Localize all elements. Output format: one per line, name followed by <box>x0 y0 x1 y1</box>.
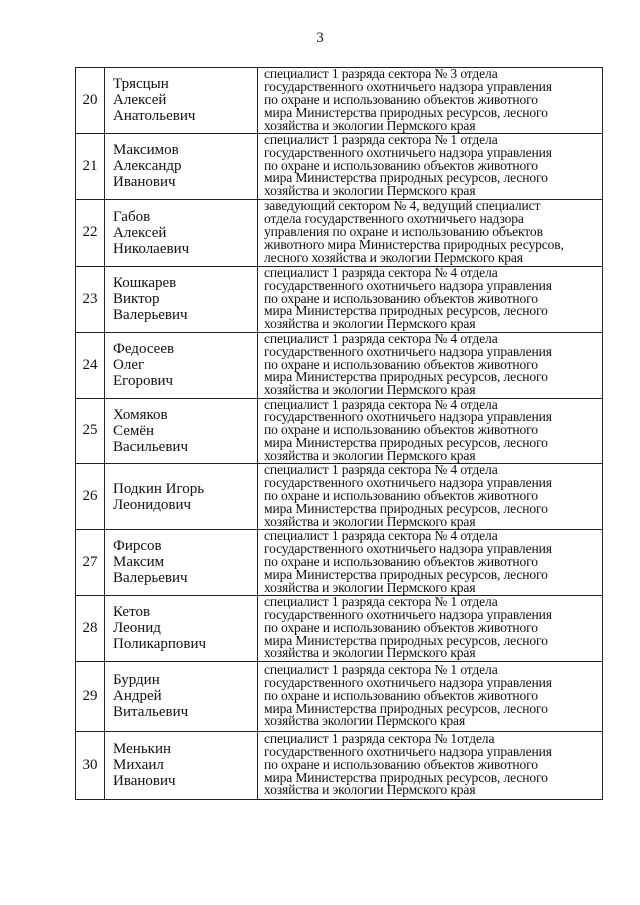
employee-position <box>258 530 603 596</box>
employee-position-line: лесного хозяйства и экологии Пермского края <box>264 249 523 265</box>
employee-position-line: специалист 1 разряда сектора № 4 отдела <box>264 396 498 412</box>
employee-name-line: Иванович <box>113 773 176 790</box>
employee-position <box>258 199 603 266</box>
employee-name <box>105 199 258 266</box>
table-row <box>76 464 603 530</box>
employee-position-line: государственного охотничьего надзора управления <box>264 606 552 622</box>
employee-position-line: хозяйства и экологии Пермского края <box>264 316 476 332</box>
employee-position-line: заведующий сектором № 4, ведущий специалист <box>264 198 541 214</box>
employee-position-line: по охране и использованию объектов животного <box>264 619 538 635</box>
employee-name-line: Подкин Игорь <box>113 480 205 497</box>
row-number: 28 <box>76 595 105 661</box>
employee-position-line: государственного охотничьего надзора управления <box>264 475 552 491</box>
employee-position-line: специалист 1 разряда сектора № 1 отдела <box>264 661 498 677</box>
employee-position-line: мира Министерства природных ресурсов, лесного <box>264 170 548 186</box>
employee-position-line: по охране и использованию объектов животного <box>264 157 538 173</box>
row-number: 26 <box>76 464 105 530</box>
employee-position-line: государственного охотничьего надзора управления <box>264 540 552 556</box>
employee-name-line: Алексей <box>113 224 167 241</box>
employee-name <box>105 731 258 799</box>
table-row <box>76 199 603 266</box>
employee-position-line: хозяйства и экологии Пермского края <box>264 448 476 464</box>
employee-name-line: Кетов <box>113 604 151 621</box>
employee-name-line: Васильевич <box>113 438 188 455</box>
employee-position <box>258 595 603 661</box>
employee-name-line: Валерьевич <box>113 570 188 587</box>
employee-name-line: Трясцын <box>113 76 169 93</box>
employee-position-line: государственного охотничьего надзора управления <box>264 343 552 359</box>
employee-name-line: Фирсов <box>113 538 162 555</box>
employee-position-line: хозяйства и экологии Пермского края <box>264 117 476 133</box>
employee-position-line: мира Министерства природных ресурсов, лесного <box>264 303 548 319</box>
table-row <box>76 133 603 199</box>
employee-position-line: мира Министерства природных ресурсов, лесного <box>264 435 548 451</box>
employee-name-line: Валерьевич <box>113 307 188 324</box>
employee-position-line: отдела государственного охотничьего надзора <box>264 211 524 227</box>
row-number: 30 <box>76 731 105 799</box>
employee-position-line: специалист 1 разряда сектора № 4 отдела <box>264 528 498 544</box>
row-number: 23 <box>76 266 105 332</box>
employee-name-line: Максим <box>113 554 165 571</box>
employee-name-line: Семён <box>113 422 155 439</box>
employee-name <box>105 661 258 731</box>
employee-position <box>258 332 603 398</box>
employee-position-line: специалист 1 разряда сектора № 1 отдела <box>264 593 498 609</box>
employee-position-line: специалист 1 разряда сектора № 4 отдела <box>264 330 498 346</box>
employee-position <box>258 464 603 530</box>
employee-name-line: Федосеев <box>113 341 175 358</box>
employee-name-line: Андрей <box>113 688 162 705</box>
employee-name-line: Менькин <box>113 741 172 758</box>
row-number: 29 <box>76 661 105 731</box>
row-number: 25 <box>76 398 105 464</box>
table-row <box>76 731 603 799</box>
row-number: 22 <box>76 199 105 266</box>
employee-name-line: Поликарпович <box>113 636 207 653</box>
employee-position-line: хозяйства и экологии Пермского края <box>264 183 476 199</box>
employee-position <box>258 133 603 199</box>
employee-position-line: по охране и использованию объектов животного <box>264 687 538 703</box>
employee-name-line: Виктор <box>113 291 160 308</box>
page-number: 3 <box>316 30 324 46</box>
employee-position <box>258 731 603 799</box>
employee-position-line: специалист 1 разряда сектора № 4 отдела <box>264 264 498 280</box>
employee-position-line: мира Министерства природных ресурсов, лесного <box>264 769 548 785</box>
employee-position-line: хозяйства и экологии Пермского края <box>264 579 476 595</box>
employee-position-line: по охране и использованию объектов животного <box>264 290 538 306</box>
employee-name-line: Олег <box>113 357 145 374</box>
employee-position <box>258 266 603 332</box>
employee-position-line: государственного охотничьего надзора управления <box>264 409 552 425</box>
employee-position-line: мира Министерства природных ресурсов, лесного <box>264 104 548 120</box>
employee-position-line: мира Министерства природных ресурсов, лесного <box>264 700 548 716</box>
employee-position-line: хозяйства и экологии Пермского края <box>264 645 476 661</box>
employee-name-line: Анатольевич <box>113 108 196 125</box>
table-row <box>76 530 603 596</box>
employee-position-line: государственного охотничьего надзора управления <box>264 743 552 759</box>
employee-position-line: по охране и использованию объектов животного <box>264 356 538 372</box>
employee-position <box>258 398 603 464</box>
employee-name <box>105 464 258 530</box>
employee-position-line: хозяйства экологии Пермского края <box>264 713 466 729</box>
employee-name-line: Габов <box>113 208 151 225</box>
employee-position-line: по охране и использованию объектов животного <box>264 553 538 569</box>
employee-position-line: специалист 1 разряда сектора № 1 отдела <box>264 131 498 147</box>
employee-name-line: Александр <box>113 158 182 175</box>
employee-name <box>105 332 258 398</box>
employee-name-line: Иванович <box>113 174 176 191</box>
employee-name <box>105 398 258 464</box>
employee-name-line: Бурдин <box>113 672 160 689</box>
staff-table <box>75 67 603 800</box>
table-row <box>76 661 603 731</box>
row-number: 27 <box>76 530 105 596</box>
employee-name <box>105 595 258 661</box>
employee-position-line: мира Министерства природных ресурсов, лесного <box>264 501 548 517</box>
employee-position <box>258 68 603 134</box>
employee-position-line: мира Министерства природных ресурсов, лесного <box>264 566 548 582</box>
employee-name-line: Леонидович <box>113 496 192 513</box>
employee-position-line: по охране и использованию объектов животного <box>264 488 538 504</box>
row-number: 21 <box>76 133 105 199</box>
employee-position-line: хозяйства и экологии Пермского края <box>264 382 476 398</box>
employee-position-line: управления по охране и использованию объектов <box>264 224 543 240</box>
employee-name <box>105 68 258 134</box>
employee-position-line: по охране и использованию объектов животного <box>264 91 538 107</box>
employee-position-line: специалист 1 разряда сектора № 1отдела <box>264 730 495 746</box>
employee-position-line: по охране и использованию объектов животного <box>264 422 538 438</box>
employee-name-line: Алексей <box>113 92 167 109</box>
employee-position-line: государственного охотничьего надзора управления <box>264 674 552 690</box>
employee-name-line: Егорович <box>113 373 174 390</box>
employee-name-line: Михаил <box>113 757 164 774</box>
table-row <box>76 68 603 134</box>
employee-position-line: государственного охотничьего надзора управления <box>264 78 552 94</box>
employee-name-line: Леонид <box>113 620 161 637</box>
employee-position <box>258 661 603 731</box>
table-row <box>76 332 603 398</box>
employee-position-line: хозяйства и экологии Пермского края <box>264 782 476 798</box>
row-number: 20 <box>76 68 105 134</box>
employee-name-line: Кошкарев <box>113 275 177 292</box>
table-row <box>76 595 603 661</box>
row-number: 24 <box>76 332 105 398</box>
employee-position-line: мира Министерства природных ресурсов, лесного <box>264 632 548 648</box>
employee-position-line: мира Министерства природных ресурсов, лесного <box>264 369 548 385</box>
employee-name-line: Хомяков <box>113 406 168 423</box>
employee-position-line: государственного охотничьего надзора управления <box>264 277 552 293</box>
table-row <box>76 398 603 464</box>
employee-name <box>105 266 258 332</box>
employee-name-line: Максимов <box>113 142 179 159</box>
employee-position-line: животного мира Министерства природных ресурсов, <box>264 236 564 252</box>
table-row <box>76 266 603 332</box>
employee-position-line: специалист 1 разряда сектора № 3 отдела <box>264 66 498 81</box>
employee-position-line: государственного охотничьего надзора управления <box>264 144 552 160</box>
employee-name <box>105 133 258 199</box>
employee-position-line: по охране и использованию объектов животного <box>264 756 538 772</box>
employee-position-line: специалист 1 разряда сектора № 4 отдела <box>264 462 498 478</box>
employee-name-line: Витальевич <box>113 704 189 721</box>
employee-name-line: Николаевич <box>113 240 190 257</box>
staff-table-body <box>76 68 603 800</box>
employee-name <box>105 530 258 596</box>
employee-position-line: хозяйства и экологии Пермского края <box>264 513 476 529</box>
